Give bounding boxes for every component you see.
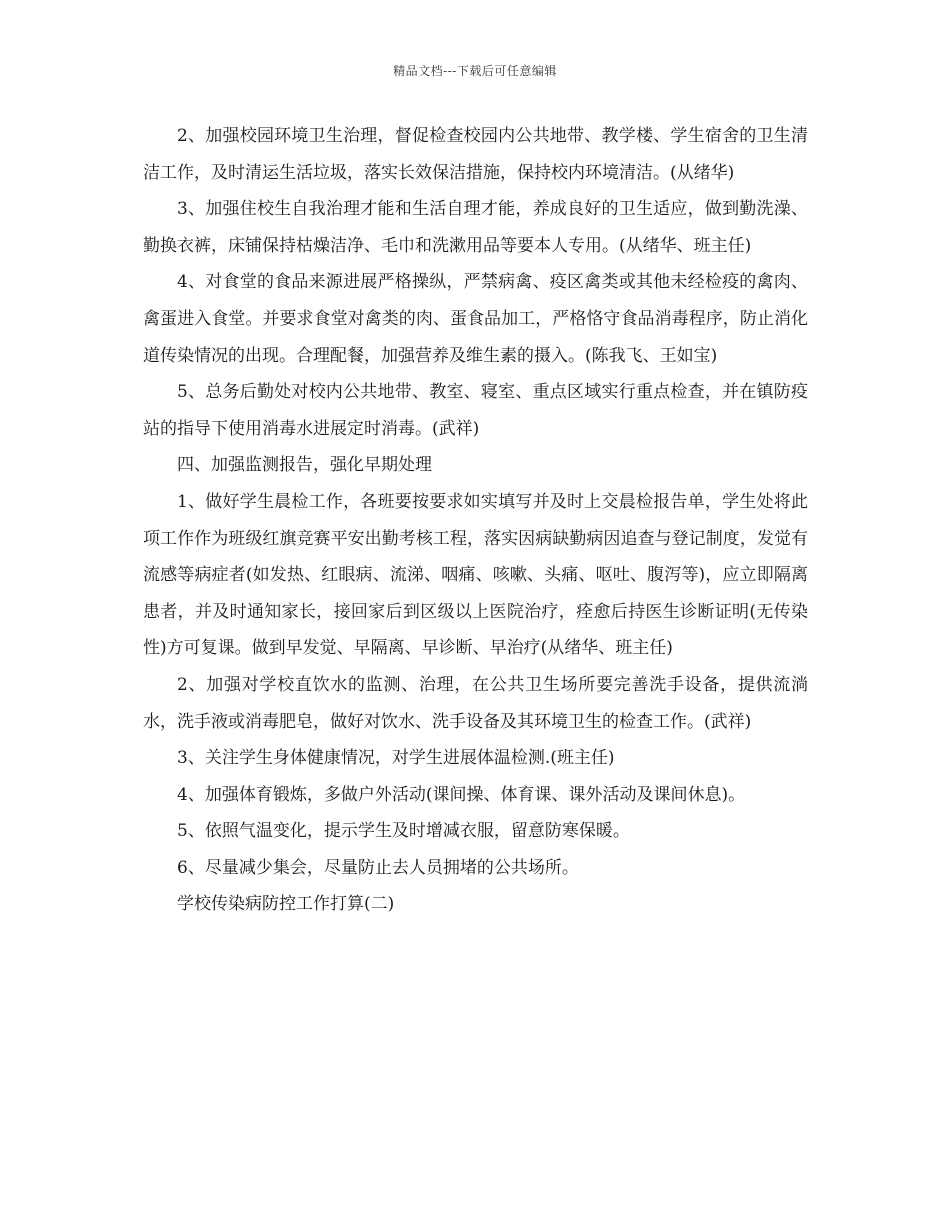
paragraph-item-4-exercise: 4、加强体育锻炼，多做户外活动(课间操、体育课、课外活动及课间休息)。: [177, 784, 746, 805]
section-title-plan-two: 学校传染病防控工作打算(二): [177, 894, 395, 915]
paragraph-item-1-morning-check: 1、做好学生晨检工作，各班要按要求如实填写并及时上交晨检报告单，学生处将此项工作作为班级红旗竞赛平安出勤考核工程，落实因病缺勤病因追查与登记制度，发觉有流感等病症者(如发热、红眼病、流涕、咽痛、咳嗽、头痛、呕吐、腹泻等)，应立即隔离患者，并及时通知家长，接回家后到区级以上医院治疗，痊愈后持医生诊断证明(无传染性)方可复课。做到早发觉、早隔离、早诊断、早治疗(从绪华、班主任): [143, 491, 808, 659]
section-heading-monitoring: 四、加强监测报告，强化早期处理: [177, 455, 432, 476]
paragraph-item-6-gatherings: 6、尽量减少集会，尽量防止去人员拥堵的公共场所。: [177, 857, 579, 878]
paragraph-item-2-water: 2、加强对学校直饮水的监测、治理，在公共卫生场所要完善洗手设备，提供流淌水，洗手液或消毒肥皂，做好对饮水、洗手设备及其环境卫生的检查工作。(武祥): [143, 674, 808, 732]
paragraph-item-5-disinfection: 5、总务后勤处对校内公共地带、教室、寝室、重点区域实行重点检查，并在镇防疫站的指导下使用消毒水进展定时消毒。(武祥): [143, 382, 808, 439]
paragraph-item-3-temperature: 3、关注学生身体健康情况，对学生进展体温检测.(班主任): [177, 748, 615, 769]
paragraph-item-2-environment: 2、加强校园环境卫生治理，督促检查校园内公共地带、教学楼、学生宿舍的卫生清洁工作，及时清运生活垃圾，落实长效保洁措施，保持校内环境清洁。(从绪华): [143, 126, 808, 183]
paragraph-item-4-canteen: 4、对食堂的食品来源进展严格操纵，严禁病禽、疫区禽类或其他未经检疫的禽肉、禽蛋进入食堂。并要求食堂对禽类的肉、蛋食品加工，严格恪守食品消毒程序，防止消化道传染情况的出现。合理配餐，加强营养及维生素的摄入。(陈我飞、王如宝): [143, 272, 808, 366]
paragraph-item-3-self-care: 3、加强住校生自我治理才能和生活自理才能，养成良好的卫生适应，做到勤洗澡、勤换衣裤，床铺保持枯燥洁净、毛巾和洗漱用品等要本人专用。(从绪华、班主任): [143, 199, 808, 256]
page-header: 精品文档---下载后可任意编辑: [393, 64, 557, 78]
paragraph-item-5-clothing: 5、依照气温变化，提示学生及时增减衣服，留意防寒保暖。: [177, 821, 630, 842]
document-body: [143, 118, 808, 923]
